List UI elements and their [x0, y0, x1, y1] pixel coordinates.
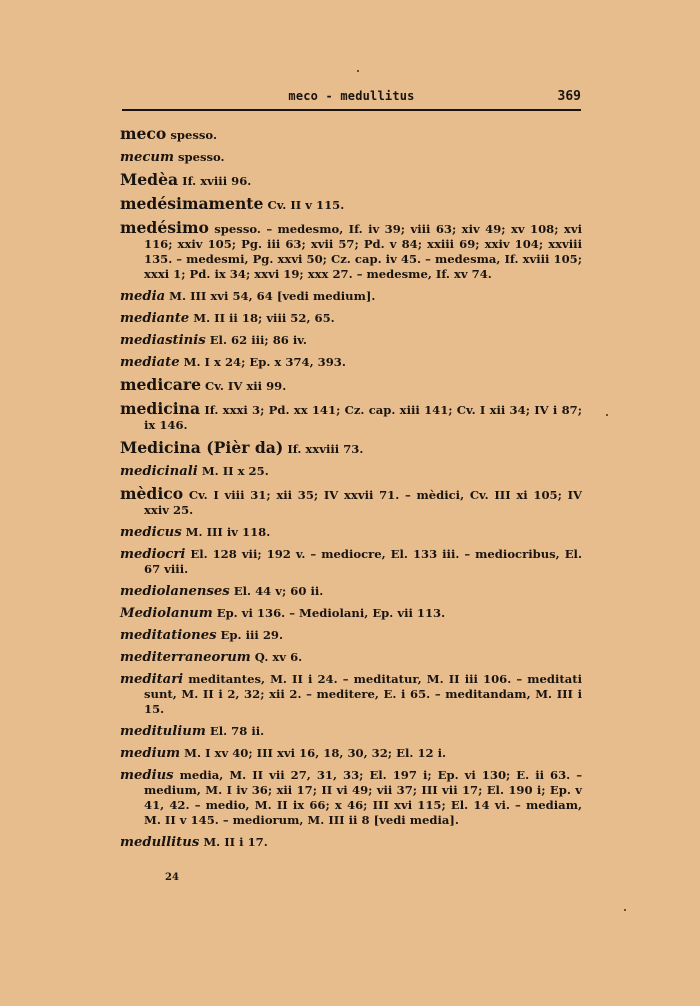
entry-references: If. xxxi 3; Pd. xx 141; Cz. cap. xiii 141; Cv. I xii 34; IV i 87; ix 146.	[144, 403, 582, 432]
entry-references: El. 78 ii.	[205, 724, 265, 738]
page-number: 369	[557, 89, 581, 104]
dictionary-entry	[120, 333, 582, 348]
entry-references: Ep. vi 136. – Mediolani, Ep. vii 113.	[212, 606, 446, 620]
entry-headword: mecum	[120, 150, 174, 165]
entry-headword: medium	[120, 746, 181, 761]
entry-headword: Medicina (Pièr da)	[120, 438, 284, 457]
dictionary-entry	[120, 150, 582, 165]
entry-references: El. 128 vii; 192 v. – mediocre, El. 133 iii. – mediocribus, El. 67 viii.	[144, 547, 582, 576]
paper-speck	[624, 909, 626, 911]
entry-headword: meditulium	[120, 724, 206, 739]
entry-references: M. III xvi 54, 64 [vedi medium].	[165, 289, 376, 303]
dictionary-entry	[120, 606, 582, 621]
entry-references: If. xxviii 73.	[283, 442, 364, 456]
entry-headword: medicus	[120, 525, 182, 540]
dictionary-entry	[120, 584, 582, 599]
entry-references: El. 44 v; 60 ii.	[229, 584, 324, 598]
entry-references: M. II ii 18; viii 52, 65.	[189, 311, 335, 325]
dictionary-entry	[120, 377, 582, 394]
entry-headword: medullitus	[120, 835, 200, 850]
entry-headword: mediante	[120, 311, 190, 326]
entry-headword: mediterraneorum	[120, 650, 251, 665]
dictionary-entry	[120, 525, 582, 540]
dictionary-entry	[120, 486, 582, 518]
entry-references: M. III iv 118.	[181, 525, 271, 539]
dictionary-entry	[120, 628, 582, 643]
entry-headword: media	[120, 289, 166, 304]
entry-list	[120, 126, 582, 857]
dictionary-entry	[120, 547, 582, 577]
entry-headword: mediastinis	[120, 333, 206, 348]
entry-headword: mediate	[120, 355, 180, 370]
entry-headword: meditari	[120, 672, 184, 687]
entry-references: Cv. I viii 31; xii 35; IV xxvii 71. – mèdici, Cv. III xi 105; IV xxiv 25.	[144, 488, 582, 517]
header-rule	[122, 109, 581, 111]
running-title: meco - medullitus	[288, 89, 415, 103]
dictionary-entry	[120, 440, 582, 457]
paper-speck	[606, 414, 608, 416]
dictionary-entry	[120, 289, 582, 304]
dictionary-entry	[120, 355, 582, 370]
entry-references: spesso. – medesmo, If. iv 39; viii 63; xiv 49; xv 108; xvi 116; xxiv 105; Pg. iii 63; xvii 57; Pd. v 84; xxiii 69; xxiv 104; xxviii 135. – medesmi, Pg. xxvi 50; Cz. cap. iv 45. – medesma, If. xviii 105; xxxi 1; Pd. ix 34; xxvi 19; xxx 27. – medesme, If. xv 74.	[144, 222, 582, 281]
entry-references: Q. xv 6.	[250, 650, 303, 664]
entry-headword: mediolanenses	[120, 584, 230, 599]
entry-headword: Mediolanum	[120, 606, 213, 621]
entry-headword: mediocri	[120, 547, 186, 562]
entry-references: media, M. II vii 27, 31, 33; El. 197 i; Ep. vi 130; E. ii 63. – medium, M. I iv 36; xii 17; II vi 49; vii 37; III vii 17; El. 190 i; Ep. v 41, 42. – medio, M. II ix 66; x 46; III xvi 115; El. 14 vi. – mediam, M. II v 145. – mediorum, M. III ii 8 [vedi media].	[144, 768, 582, 827]
running-header	[122, 86, 581, 108]
dictionary-entry	[120, 126, 582, 143]
dictionary-entry	[120, 672, 582, 717]
entry-references: If. xviii 96.	[178, 174, 252, 188]
dictionary-entry	[120, 172, 582, 189]
dictionary-entry	[120, 768, 582, 828]
dictionary-entry	[120, 401, 582, 433]
entry-references: Cv. IV xii 99.	[200, 379, 287, 393]
entry-headword: medicinali	[120, 464, 198, 479]
dictionary-entry	[120, 220, 582, 282]
entry-references: M. I xv 40; III xvi 16, 18, 30, 32; El. 12 i.	[180, 746, 447, 760]
entry-headword: Medèa	[120, 170, 179, 189]
entry-references: spesso.	[173, 150, 225, 164]
entry-references: M. I x 24; Ep. x 374, 393.	[179, 355, 346, 369]
entry-headword: medicare	[120, 375, 201, 394]
signature-mark: 24	[165, 872, 179, 883]
entry-headword: medius	[120, 768, 174, 783]
entry-headword: medésimamente	[120, 194, 264, 213]
dictionary-entry	[120, 650, 582, 665]
dictionary-entry	[120, 835, 582, 850]
entry-headword: medicina	[120, 399, 201, 418]
entry-references: El. 62 iii; 86 iv.	[205, 333, 307, 347]
paper-speck	[357, 70, 359, 72]
entry-references: spesso.	[166, 128, 217, 142]
dictionary-entry	[120, 464, 582, 479]
dictionary-entry	[120, 746, 582, 761]
entry-headword: meco	[120, 124, 167, 143]
entry-references: M. II i 17.	[199, 835, 268, 849]
entry-headword: mèdico	[120, 484, 184, 503]
dictionary-entry	[120, 196, 582, 213]
entry-headword: medésimo	[120, 218, 209, 237]
entry-references: Ep. iii 29.	[216, 628, 283, 642]
entry-headword: meditationes	[120, 628, 217, 643]
dictionary-entry	[120, 724, 582, 739]
dictionary-entry	[120, 311, 582, 326]
entry-references: meditantes, M. II i 24. – meditatur, M. II iii 106. – meditati sunt, M. II i 2, 32; xii 2. – meditere, E. i 65. – meditandam, M. III i 15.	[144, 672, 582, 716]
entry-references: Cv. II v 115.	[263, 198, 345, 212]
entry-references: M. II x 25.	[197, 464, 269, 478]
